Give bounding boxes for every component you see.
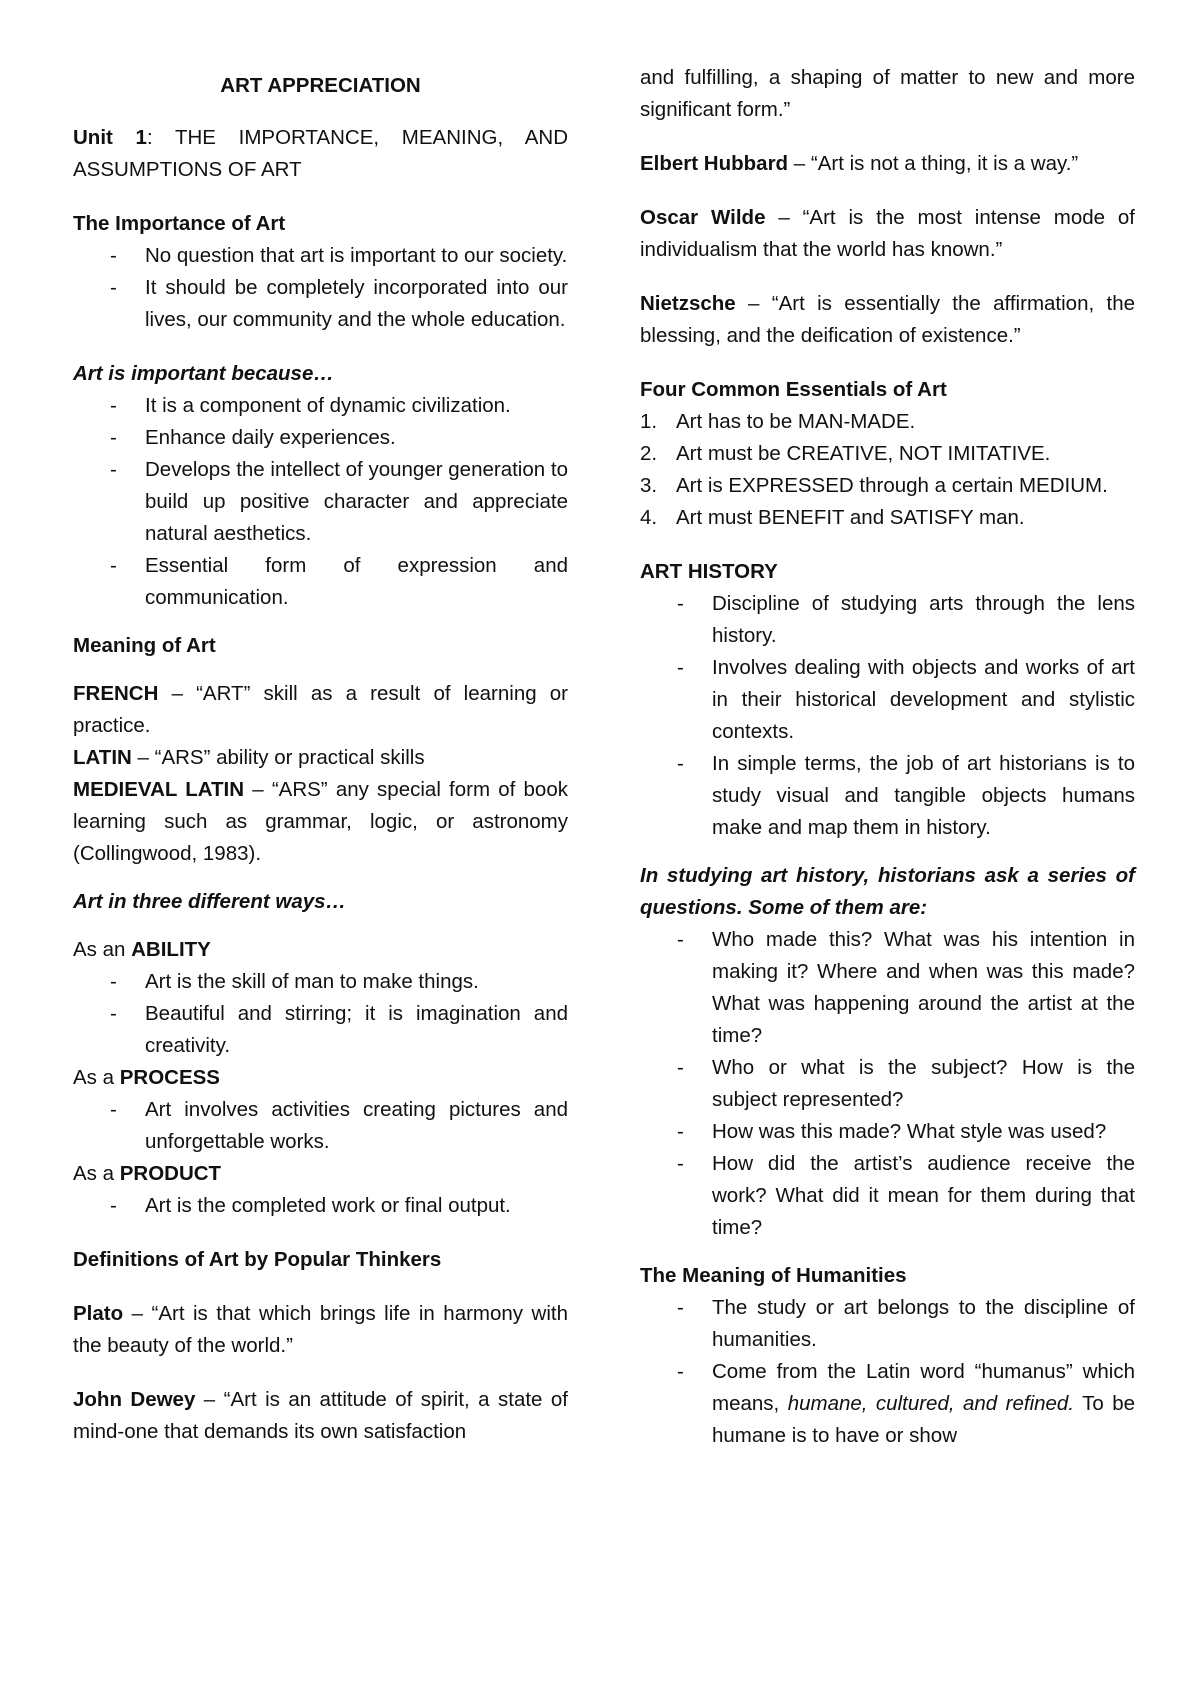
list-item: - It should be completely incorporated into our lives, our community and the whole education. <box>73 272 568 336</box>
product-list <box>73 1190 568 1222</box>
hubbard-definition <box>640 148 1135 180</box>
list-item: - Discipline of studying arts through the lens history. <box>640 588 1135 652</box>
plato-name: Plato <box>73 1302 124 1325</box>
ability-list <box>73 966 568 1062</box>
dewey-definition <box>73 1384 568 1448</box>
list-item <box>640 470 1135 502</box>
wilde-name: Oscar Wilde <box>640 206 766 229</box>
list-item: - Involves dealing with objects and works of art in their historical development and stylistic contexts. <box>640 652 1135 748</box>
humanus-text: Come from the Latin word “humanus” which means, <box>712 1360 1135 1415</box>
list-item: - Enhance daily experiences. <box>73 422 568 454</box>
humanities-heading: The Meaning of Humanities <box>640 1264 907 1287</box>
list-item <box>640 406 1135 438</box>
dewey-quote-continued: and fulfilling, a shaping of matter to new and more significant form.” <box>640 66 1135 121</box>
item-number: 1. <box>640 410 658 433</box>
meaning-medieval-latin <box>73 774 568 870</box>
dewey-name: John Dewey <box>73 1388 196 1411</box>
item-text: Art has to be MAN-MADE. <box>676 410 916 433</box>
item-text: Art must BENEFIT and SATISFY man. <box>676 506 1025 529</box>
list-item: - Beautiful and stirring; it is imagination and creativity. <box>73 998 568 1062</box>
process-list <box>73 1094 568 1158</box>
item-number: 4. <box>640 506 658 529</box>
wilde-quote: – “Art is the most intense mode of individualism that the world has known.” <box>640 206 1135 261</box>
ability-heading <box>73 934 568 966</box>
nietzsche-definition <box>640 288 1135 352</box>
humane-text: To be humane is to have or show <box>712 1392 1136 1447</box>
art-history-list <box>640 588 1135 844</box>
meaning-french <box>73 678 568 742</box>
humanus-meaning: humane, cultured, and refined. <box>787 1392 1075 1415</box>
plato-quote: – “Art is that which brings life in harmony with the beauty of the world.” <box>73 1302 568 1357</box>
because-heading: Art is important because… <box>73 362 334 385</box>
list-item: - Who or what is the subject? How is the subject represented? <box>640 1052 1135 1116</box>
item-number: 2. <box>640 442 658 465</box>
french-term: FRENCH <box>73 682 159 705</box>
as-a-prefix: As a <box>73 1066 120 1089</box>
questions-heading: In studying art history, historians ask a series of questions. Some of them are: <box>640 864 1135 919</box>
list-item: - Essential form of expression and communication. <box>73 550 568 614</box>
essentials-heading: Four Common Essentials of Art <box>640 378 947 401</box>
questions-list <box>640 924 1135 1244</box>
list-item: - No question that art is important to our society. <box>73 240 568 272</box>
unit-title: : THE IMPORTANCE, MEANING, AND ASSUMPTIONS OF ART <box>73 126 568 181</box>
wilde-definition <box>640 202 1135 266</box>
hubbard-quote: – “Art is not a thing, it is a way.” <box>788 152 1079 175</box>
as-a-prefix: As a <box>73 1162 120 1185</box>
ability-label: ABILITY <box>131 938 211 961</box>
as-an-prefix: As an <box>73 938 132 961</box>
unit-heading <box>73 122 568 186</box>
list-item <box>640 502 1135 534</box>
meaning-heading: Meaning of Art <box>73 634 216 657</box>
process-label: PROCESS <box>119 1066 220 1089</box>
product-label: PRODUCT <box>119 1162 222 1185</box>
product-heading <box>73 1158 568 1190</box>
item-text: Art is EXPRESSED through a certain MEDIUM. <box>676 474 1108 497</box>
hubbard-name: Elbert Hubbard <box>640 152 789 175</box>
plato-definition <box>73 1298 568 1362</box>
list-item: - Art is the completed work or final output. <box>73 1190 568 1222</box>
medieval-latin-definition: – “ARS” any special form of book learning such as grammar, logic, or astronomy (Collingwood, 1983). <box>73 778 568 865</box>
list-item: - The study or art belongs to the discipline of humanities. <box>640 1292 1135 1356</box>
document-title: ART APPRECIATION <box>220 74 421 97</box>
list-item: - Art involves activities creating pictures and unforgettable works. <box>73 1094 568 1158</box>
importance-heading: The Importance of Art <box>73 212 286 235</box>
art-history-heading: ART HISTORY <box>640 560 778 583</box>
unit-label: Unit 1 <box>73 126 147 149</box>
because-list <box>73 390 568 614</box>
humanities-list <box>640 1292 1135 1452</box>
list-item <box>640 438 1135 470</box>
essentials-list <box>640 406 1135 534</box>
three-ways-heading: Art in three different ways… <box>73 890 347 913</box>
list-item: - Who made this? What was his intention in making it? Where and when was this made? What was happening around the artist at the time? <box>640 924 1135 1052</box>
nietzsche-name: Nietzsche <box>640 292 736 315</box>
list-item: - In simple terms, the job of art historians is to study visual and tangible objects humans make and map them in history. <box>640 748 1135 844</box>
medieval-latin-term: MEDIEVAL LATIN <box>73 778 245 801</box>
list-item: - It is a component of dynamic civilization. <box>73 390 568 422</box>
list-item: - Art is the skill of man to make things. <box>73 966 568 998</box>
list-item <box>640 1356 1135 1452</box>
process-heading <box>73 1062 568 1094</box>
item-number: 3. <box>640 474 658 497</box>
left-column <box>73 62 568 1448</box>
definitions-heading: Definitions of Art by Popular Thinkers <box>73 1248 442 1271</box>
list-item: - How did the artist’s audience receive the work? What did it mean for them during that time? <box>640 1148 1135 1244</box>
list-item: - Develops the intellect of younger generation to build up positive character and appreciate natural aesthetics. <box>73 454 568 550</box>
right-column <box>640 62 1135 1452</box>
nietzsche-quote: – “Art is essentially the affirmation, the blessing, and the deification of existence.” <box>640 292 1135 347</box>
latin-definition: – “ARS” ability or practical skills <box>131 746 425 769</box>
latin-term: LATIN <box>73 746 132 769</box>
list-item: - How was this made? What style was used? <box>640 1116 1135 1148</box>
item-text: Art must be CREATIVE, NOT IMITATIVE. <box>676 442 1051 465</box>
french-definition: – “ART” skill as a result of learning or practice. <box>73 682 568 737</box>
dewey-quote: – “Art is an attitude of spirit, a state of mind-one that demands its own satisfaction <box>73 1388 568 1443</box>
meaning-latin <box>73 742 568 774</box>
importance-list <box>73 240 568 336</box>
